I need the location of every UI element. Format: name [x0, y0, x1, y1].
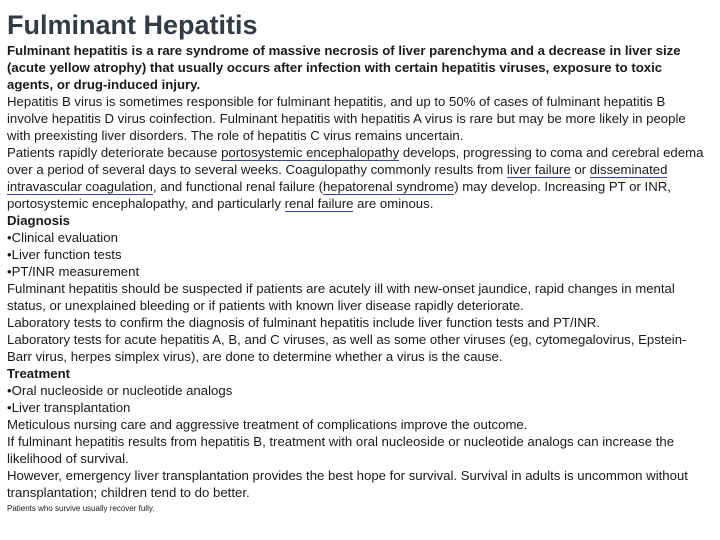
diagnosis-bullet: •PT/INR measurement	[7, 264, 140, 279]
treatment-bullet: •Liver transplantation	[7, 400, 131, 415]
paragraph-deterioration	[7, 144, 707, 212]
text-segment: are ominous.	[353, 196, 434, 211]
paragraph-causes: Hepatitis B virus is sometimes responsible for fulminant hepatitis, and up to 50% of cases of fulminant hepatitis B involve hepatitis D virus coinfection. Fulminant hepatitis with hepatitis A virus is rare but may be more likely in people with preexisting liver disorders. The role of hepatitis C virus remains uncertain.	[7, 94, 686, 143]
diagnosis-bullet: •Liver function tests	[7, 247, 122, 262]
page-title: Fulminant Hepatitis	[7, 10, 258, 40]
link-portosystemic-encephalopathy[interactable]: portosystemic encephalopathy	[221, 145, 400, 160]
link-renal-failure[interactable]: renal failure	[284, 196, 354, 211]
lead-paragraph: Fulminant hepatitis is a rare syndrome of massive necrosis of liver parenchyma and a decrease in liver size (acute yellow atrophy) that usually occurs after infection with certain hepatitis viruses, exposure to toxic agents, or drug-induced injury.	[7, 43, 681, 92]
link-liver-failure[interactable]: liver failure	[506, 162, 571, 177]
treatment-paragraph-transplant: However, emergency liver transplantation provides the best hope for survival. Survival in adults is uncommon without transplantation; children tend to do better.	[7, 468, 688, 500]
diagnosis-paragraph-viral-tests: Laboratory tests for acute hepatitis A, B, and C viruses, as well as some other viruses (eg, cytomegalovirus, Epstein-Barr virus, herpes simplex virus), are done to determine whether a virus is the cause.	[7, 332, 687, 364]
diagnosis-bullet: •Clinical evaluation	[7, 230, 118, 245]
text-segment: , and functional renal failure (	[152, 179, 323, 194]
footnote: Patients who survive usually recover fully.	[7, 504, 155, 513]
diagnosis-paragraph-lab-tests: Laboratory tests to confirm the diagnosis of fulminant hepatitis include liver function tests and PT/INR.	[7, 315, 600, 330]
text-segment: ) may develop. Increasing PT or INR, portosystemic encephalopathy, and particularly	[7, 179, 671, 211]
treatment-heading: Treatment	[7, 366, 71, 381]
diagnosis-paragraph-suspicion: Fulminant hepatitis should be suspected if patients are acutely ill with new-onset jaundice, rapid changes in mental status, or unexplained bleeding or if patients with known liver disease rapidly deteriorate.	[7, 281, 675, 313]
diagnosis-heading: Diagnosis	[7, 213, 71, 228]
treatment-bullet: •Oral nucleoside or nucleotide analogs	[7, 383, 233, 398]
treatment-paragraph-nursing: Meticulous nursing care and aggressive treatment of complications improve the outcome.	[7, 417, 528, 432]
text-segment: develops, progressing to coma and cerebral edema over a period of several days to several weeks. Coagulopathy commonly results from	[7, 145, 704, 177]
link-disseminated-intravascular-coagulation[interactable]: disseminated intravascular coagulation	[7, 162, 668, 194]
treatment-paragraph-hepatitis-b: If fulminant hepatitis results from hepatitis B, treatment with oral nucleoside or nucleotide analogs can increase the likelihood of survival.	[7, 434, 675, 466]
text-segment: or	[570, 162, 590, 177]
link-hepatorenal-syndrome[interactable]: hepatorenal syndrome	[322, 179, 455, 194]
document-page	[7, 8, 707, 515]
text-segment: Patients rapidly deteriorate because	[7, 145, 222, 160]
